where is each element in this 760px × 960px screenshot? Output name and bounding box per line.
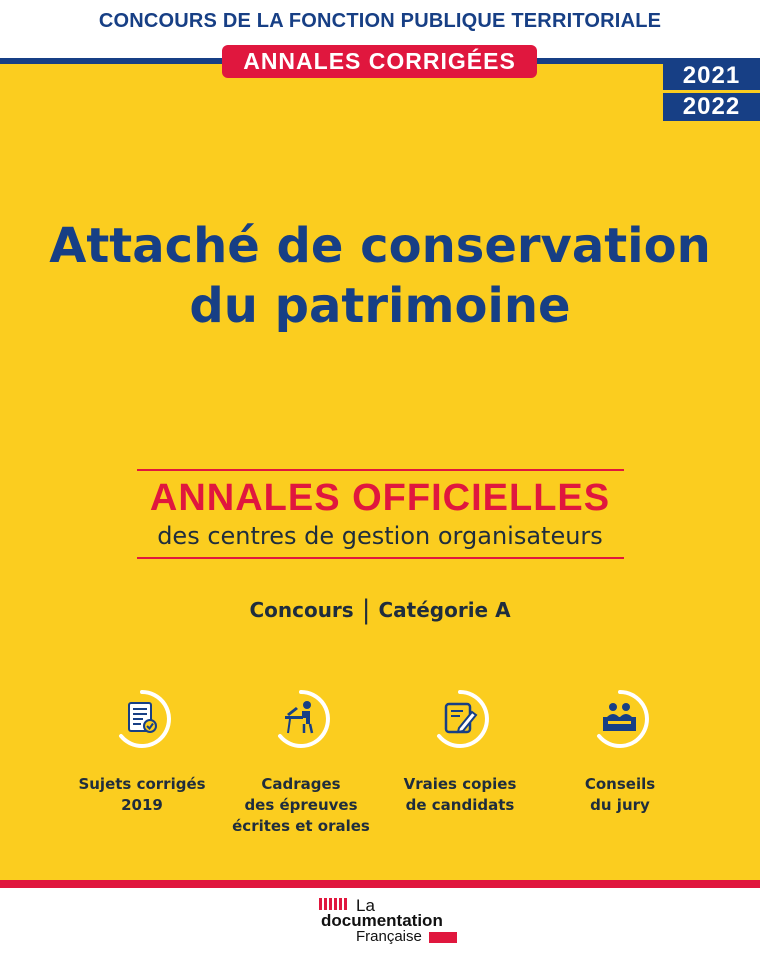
collection-title: CONCOURS DE LA FONCTION PUBLIQUE TERRITORIALE xyxy=(98,10,662,32)
feature-label: Vraies copies de candidats xyxy=(403,775,517,814)
competition-type: Concours xyxy=(249,598,354,622)
exam-candidate-icon xyxy=(270,688,332,750)
annales-rule-top xyxy=(137,469,624,471)
cover-background xyxy=(0,64,760,880)
feature-label: Cadrages des épreuves écrites et orales xyxy=(232,775,370,835)
book-title xyxy=(0,216,760,336)
annales-title: ANNALES OFFICIELLES xyxy=(149,477,611,519)
competition-category: Catégorie A xyxy=(378,598,511,622)
book-title-line-1: Attaché de conservation xyxy=(49,218,711,274)
category-separator: | xyxy=(361,595,371,625)
category-line xyxy=(0,594,760,625)
copy-edit-icon xyxy=(429,688,491,750)
publisher-logo xyxy=(319,898,459,948)
publisher-name-line-1: La xyxy=(356,896,375,915)
book-title-line-2: du patrimoine xyxy=(189,278,571,334)
year-badge-end: 2022 xyxy=(663,93,760,121)
footer-rule xyxy=(0,880,760,888)
series-badge: ANNALES CORRIGÉES xyxy=(222,45,537,78)
publisher-name-line-2: documentation xyxy=(321,911,443,930)
year-badge-start: 2021 xyxy=(663,62,760,90)
feature-label: Sujets corrigés 2019 xyxy=(78,775,206,814)
publisher-name-line-3: Française xyxy=(356,928,422,945)
document-check-icon xyxy=(111,688,173,750)
annales-subtitle: des centres de gestion organisateurs xyxy=(157,522,603,550)
publisher-accent-bar xyxy=(429,932,457,943)
feature-label: Conseils du jury xyxy=(584,775,656,814)
annales-rule-bottom xyxy=(137,557,624,559)
jury-panel-icon xyxy=(589,688,651,750)
publisher-stripes-icon xyxy=(319,898,351,910)
